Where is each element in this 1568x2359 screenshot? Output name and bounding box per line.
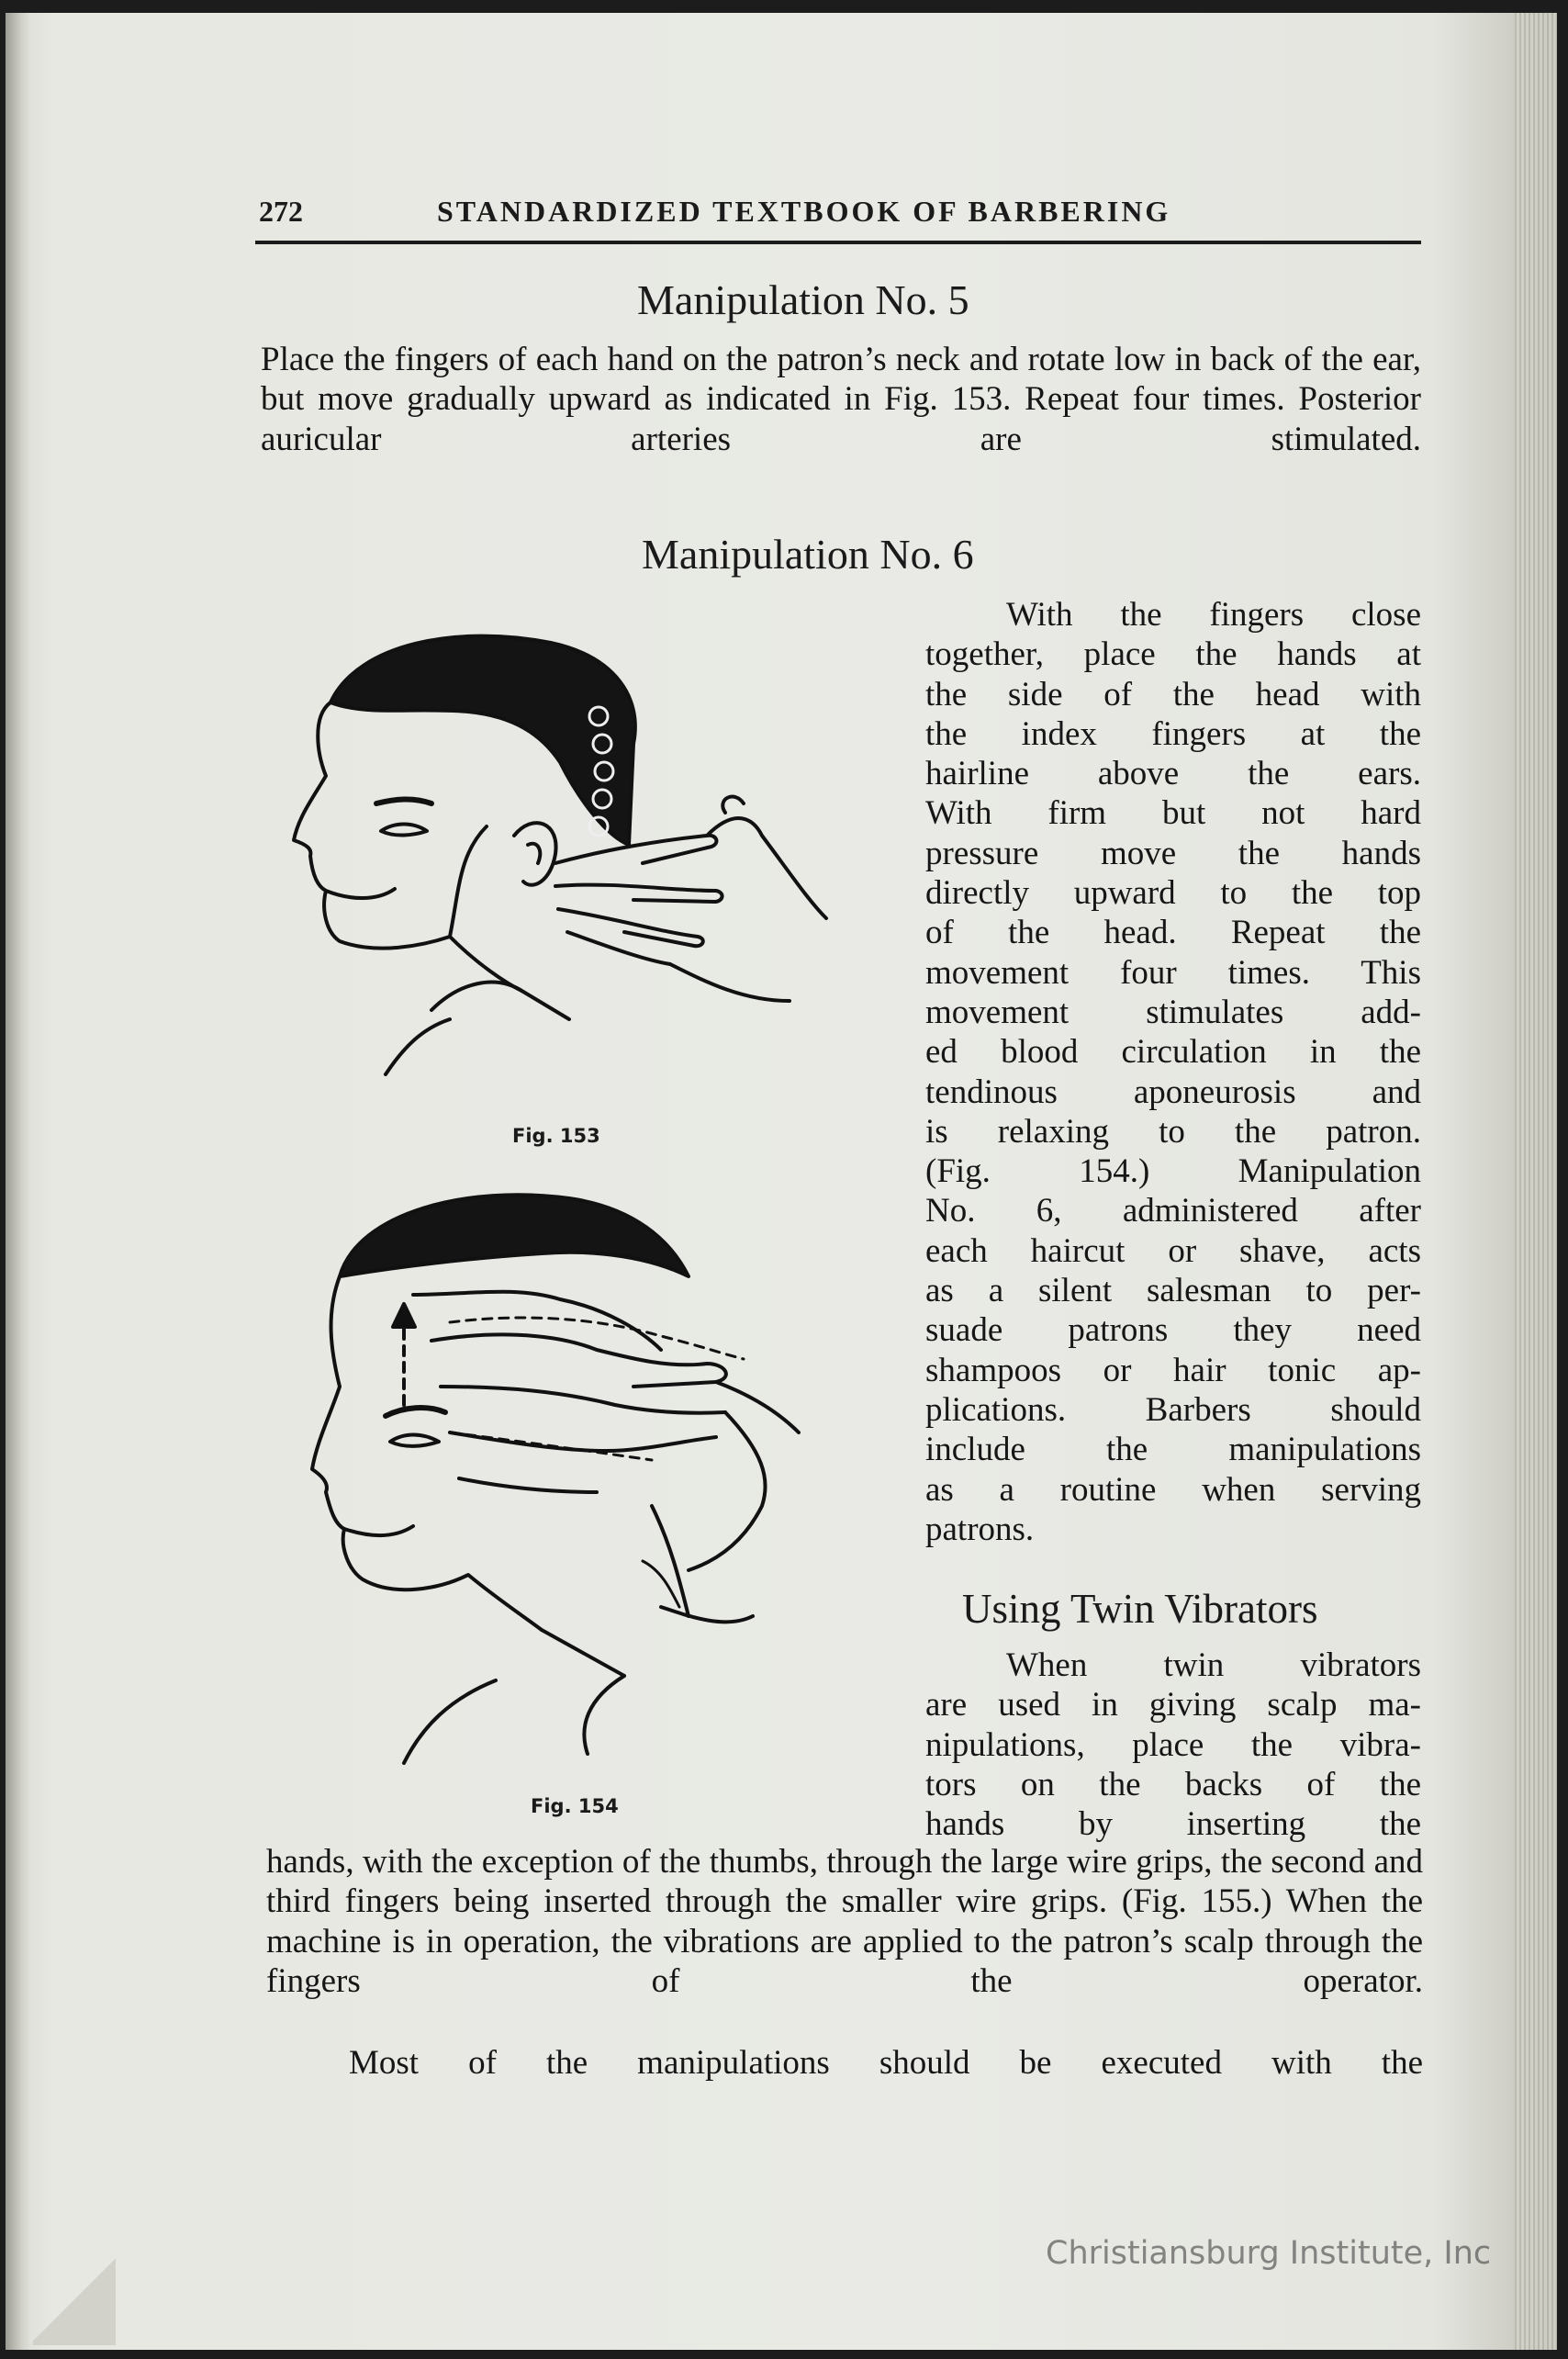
figure-153-illustration xyxy=(275,615,863,1111)
text-line: ed blood circulation in the xyxy=(925,1033,1421,1072)
text-line: patrons. xyxy=(925,1510,1035,1548)
text-line: the index fingers at the xyxy=(925,714,1421,753)
column-manipulation-6 xyxy=(925,595,1421,1549)
text-line: shampoos or hair tonic ap- xyxy=(925,1351,1421,1389)
page-corner xyxy=(33,2253,116,2345)
text-line: tors on the backs of the xyxy=(925,1765,1421,1803)
figure-154-caption: Fig. 154 xyxy=(531,1795,619,1817)
running-header xyxy=(255,195,1421,244)
text-line: With firm but not hard xyxy=(925,794,1421,833)
text-line: directly upward to the top xyxy=(925,874,1421,913)
book-spine-shadow xyxy=(6,13,31,2350)
column-twin-vibrators xyxy=(925,1646,1421,1844)
page-number: 272 xyxy=(259,195,303,228)
text-line: pressure move the hands xyxy=(925,834,1421,872)
heading-manipulation-6: Manipulation No. 6 xyxy=(642,531,974,578)
figure-154-illustration xyxy=(285,1175,854,1781)
text-line: suade patrons they need xyxy=(925,1311,1421,1350)
figure-153-caption: Fig. 153 xyxy=(512,1125,600,1147)
text-line: of the head. Repeat the xyxy=(925,914,1421,952)
text-line: as a silent salesman to per- xyxy=(925,1272,1421,1310)
heading-twin-vibrators: Using Twin Vibrators xyxy=(962,1586,1318,1632)
text-line: movement stimulates add- xyxy=(925,993,1421,1031)
text-line: include the manipulations xyxy=(925,1431,1421,1469)
text-line: as a routine when serving xyxy=(925,1470,1421,1509)
text-line: each haircut or shave, acts xyxy=(925,1231,1421,1270)
text-line: hairline above the ears. xyxy=(925,755,1421,793)
heading-manipulation-5: Manipulation No. 5 xyxy=(637,276,969,323)
page-edge xyxy=(1515,13,1557,2350)
running-title: STANDARDIZED TEXTBOOK OF BARBERING xyxy=(437,195,1171,228)
text-line: together, place the hands at xyxy=(925,635,1421,674)
paragraph-twin-vibrators-continued: hands, with the exception of the thumbs, through the large wire grips, the second and third fingers being inserted through the smaller wire grips. (Fig. 155.) When the machine is in operation, the vibrations are applied to the patron’s scalp through the fingers of the operator. xyxy=(266,1843,1423,2000)
text-line: hands by inserting the xyxy=(925,1805,1421,1844)
text-line: tendinous aponeurosis and xyxy=(925,1073,1421,1111)
text-line: nipulations, place the vibra- xyxy=(925,1725,1421,1764)
watermark-text: Christiansburg Institute, Inc xyxy=(1046,2235,1492,2272)
text-line: plications. Barbers should xyxy=(925,1390,1421,1429)
paragraph-next: Most of the manipulations should be executed with the xyxy=(349,2044,1423,2082)
text-line: is relaxing to the patron. xyxy=(925,1112,1421,1151)
text-line: movement four times. This xyxy=(925,953,1421,992)
paragraph-manipulation-5: Place the fingers of each hand on the patron’s neck and rotate low in back of the ear, but move gradually upward as indicated in Fig. 153. Repeat four times. Posterior auricular arteries are stimulated. xyxy=(261,341,1421,458)
text-line: the side of the head with xyxy=(925,675,1421,713)
text-line: No. 6, administered after xyxy=(925,1192,1421,1230)
text-line: With the fingers close xyxy=(1006,596,1421,634)
text-line: When twin vibrators xyxy=(1006,1646,1421,1684)
text-line: are used in giving scalp ma- xyxy=(925,1686,1421,1724)
text-line: (Fig. 154.) Manipulation xyxy=(925,1152,1421,1191)
